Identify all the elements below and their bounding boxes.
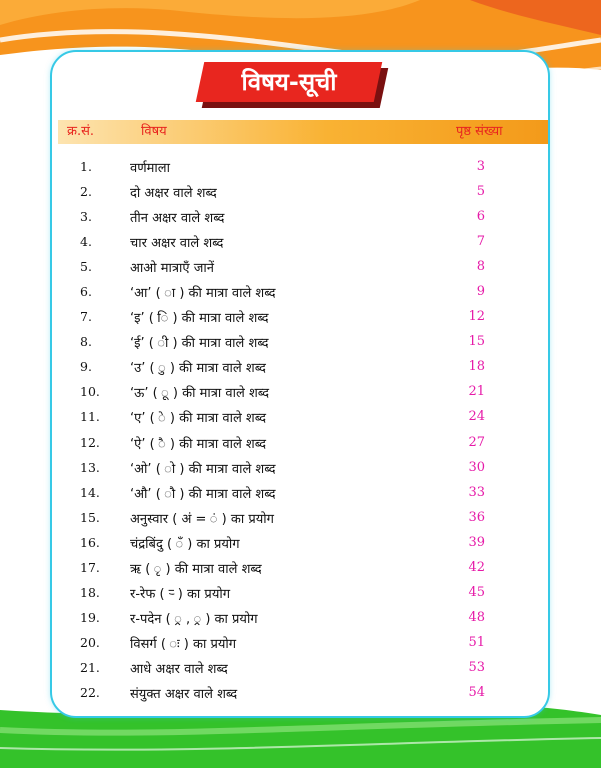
list-item[interactable] bbox=[0, 506, 601, 531]
subject-title: ‘ई’ ( ी ) की मात्रा वाले शब्द bbox=[130, 336, 269, 352]
serial-number: 4. bbox=[80, 234, 92, 250]
serial-number: 20. bbox=[80, 634, 100, 650]
page-number: 7 bbox=[476, 234, 485, 250]
list-item[interactable] bbox=[0, 405, 601, 430]
list-item[interactable] bbox=[0, 155, 601, 180]
page-number: 27 bbox=[468, 434, 485, 450]
serial-number: 6. bbox=[80, 284, 92, 300]
subject-title: र-पदेन ( ्र , ्र ) का प्रयोग bbox=[130, 611, 258, 627]
subject-title: चार अक्षर वाले शब्द bbox=[130, 236, 224, 252]
subject-title: दो अक्षर वाले शब्द bbox=[130, 186, 217, 202]
subject-title: ‘औ’ ( ौ ) की मात्रा वाले शब्द bbox=[130, 486, 276, 502]
page-number: 6 bbox=[476, 209, 485, 225]
title-banner bbox=[200, 62, 390, 110]
subject-title: ‘उ’ ( ु ) की मात्रा वाले शब्द bbox=[130, 361, 266, 377]
list-item[interactable] bbox=[0, 205, 601, 230]
serial-number: 3. bbox=[80, 209, 92, 225]
list-item[interactable] bbox=[0, 556, 601, 581]
list-item[interactable] bbox=[0, 380, 601, 405]
list-item[interactable] bbox=[0, 456, 601, 481]
list-item[interactable] bbox=[0, 280, 601, 305]
list-item[interactable] bbox=[0, 631, 601, 656]
list-item[interactable] bbox=[0, 481, 601, 506]
subject-title: ‘ऊ’ ( ू ) की मात्रा वाले शब्द bbox=[130, 386, 270, 402]
serial-number: 15. bbox=[80, 509, 100, 525]
list-item[interactable] bbox=[0, 681, 601, 706]
page-number: 5 bbox=[476, 184, 485, 200]
page-number: 33 bbox=[468, 484, 485, 500]
page-number: 12 bbox=[468, 309, 485, 325]
header-serial-number: क्र.सं. bbox=[67, 124, 95, 139]
serial-number: 5. bbox=[80, 259, 92, 275]
serial-number: 1. bbox=[80, 159, 92, 174]
serial-number: 17. bbox=[80, 559, 100, 575]
page-number: 54 bbox=[468, 684, 485, 700]
list-item[interactable] bbox=[0, 305, 601, 330]
serial-number: 16. bbox=[80, 534, 100, 550]
page-number: 3 bbox=[476, 159, 485, 174]
subject-title: ‘ओ’ ( ो ) की मात्रा वाले शब्द bbox=[130, 461, 276, 477]
subject-title: संयुक्त अक्षर वाले शब्द bbox=[130, 686, 238, 702]
list-item[interactable] bbox=[0, 330, 601, 355]
list-item[interactable] bbox=[0, 606, 601, 631]
page-number: 15 bbox=[468, 334, 485, 350]
page-number: 21 bbox=[468, 384, 485, 400]
subject-title: ‘ए’ ( े ) की मात्रा वाले शब्द bbox=[130, 411, 267, 427]
subject-title: वर्णमाला bbox=[130, 161, 170, 176]
contents-list bbox=[0, 155, 601, 706]
serial-number: 22. bbox=[80, 684, 100, 700]
list-item[interactable] bbox=[0, 531, 601, 556]
serial-number: 8. bbox=[80, 334, 92, 350]
page-number: 36 bbox=[468, 509, 485, 525]
page-number: 48 bbox=[468, 609, 485, 625]
subject-title: चंद्रबिंदु ( ँ ) का प्रयोग bbox=[130, 536, 240, 552]
subject-title: ऋ ( ृ ) की मात्रा वाले शब्द bbox=[130, 561, 262, 577]
subject-title: तीन अक्षर वाले शब्द bbox=[130, 211, 225, 227]
serial-number: 11. bbox=[80, 409, 100, 425]
list-item[interactable] bbox=[0, 255, 601, 280]
serial-number: 12. bbox=[80, 434, 100, 450]
page-number: 53 bbox=[468, 659, 485, 675]
serial-number: 19. bbox=[80, 609, 100, 625]
header-subject: विषय bbox=[141, 124, 167, 139]
serial-number: 14. bbox=[80, 484, 100, 500]
subject-title: ‘आ’ ( ा ) की मात्रा वाले शब्द bbox=[130, 286, 276, 302]
serial-number: 18. bbox=[80, 584, 100, 600]
subject-title: अनुस्वार ( अं = ं ) का प्रयोग bbox=[130, 511, 274, 527]
list-item[interactable] bbox=[0, 581, 601, 606]
subject-title: ‘इ’ ( ि ) की मात्रा वाले शब्द bbox=[130, 311, 269, 327]
serial-number: 7. bbox=[80, 309, 92, 325]
page-number: 9 bbox=[476, 284, 485, 300]
page-number: 51 bbox=[468, 634, 485, 650]
page-number: 18 bbox=[468, 359, 485, 375]
page-number: 45 bbox=[468, 584, 485, 600]
page-number: 30 bbox=[468, 459, 485, 475]
subject-title: विसर्ग ( ः ) का प्रयोग bbox=[130, 636, 237, 652]
list-item[interactable] bbox=[0, 355, 601, 380]
page-title: विषय-सूची bbox=[241, 68, 337, 96]
serial-number: 9. bbox=[80, 359, 92, 375]
subject-title: र-रेफ ( र्‍ ) का प्रयोग bbox=[130, 586, 231, 602]
list-item[interactable] bbox=[0, 656, 601, 681]
page-number: 39 bbox=[468, 534, 485, 550]
header-page-number: पृष्ठ संख्या bbox=[456, 124, 503, 139]
page-number: 42 bbox=[468, 559, 485, 575]
list-item[interactable] bbox=[0, 431, 601, 456]
list-item[interactable] bbox=[0, 230, 601, 255]
serial-number: 21. bbox=[80, 659, 100, 675]
page-number: 8 bbox=[476, 259, 485, 275]
page-number: 24 bbox=[468, 409, 485, 425]
serial-number: 2. bbox=[80, 184, 92, 200]
subject-title: ‘ऐ’ ( ै ) की मात्रा वाले शब्द bbox=[130, 436, 267, 452]
list-item[interactable] bbox=[0, 180, 601, 205]
serial-number: 10. bbox=[80, 384, 100, 400]
serial-number: 13. bbox=[80, 459, 100, 475]
subject-title: आओ मात्राएँ जानें bbox=[130, 261, 214, 277]
subject-title: आधे अक्षर वाले शब्द bbox=[130, 661, 228, 677]
